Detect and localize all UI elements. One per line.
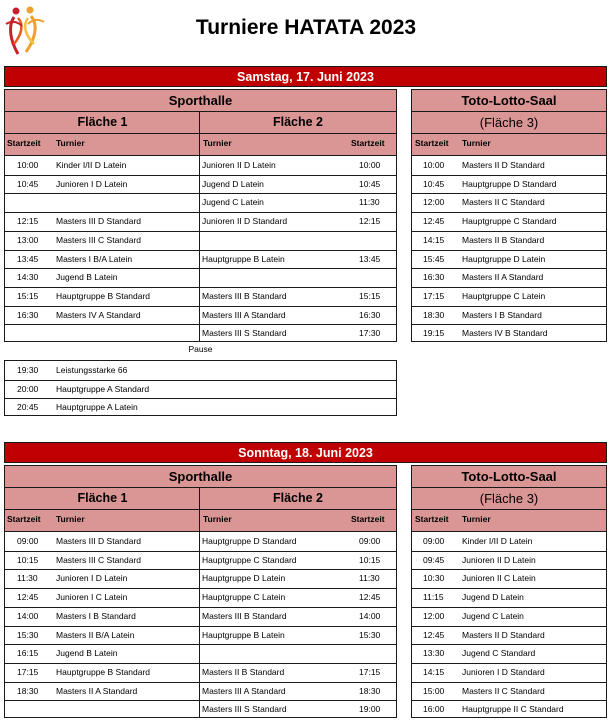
tournament-name: Jugend B Latein [56,272,118,283]
tournament-name: Hauptgruppe II C Standard [462,704,564,715]
tournament-name: Masters IV A Standard [56,309,141,320]
pause-label: Pause [188,344,213,354]
venue-sporthalle: Sporthalle [5,90,396,112]
tournament-name: Jugend C Latein [202,197,264,208]
table-row [5,700,396,719]
table-row [412,324,606,343]
table-row [5,607,396,626]
table-row [412,250,606,269]
table-row [5,156,396,175]
start-time: 12:45 [423,629,445,640]
column-header-row [412,134,606,156]
start-time: 15:15 [17,290,39,301]
start-time: 11:30 [17,573,38,584]
tournament-name: Masters III D Standard [56,536,142,546]
tournament-name: Junioren I C Latein [56,592,128,603]
tournament-name: Hauptgruppe D Latein [202,573,286,584]
table-row [412,175,606,194]
table-row [412,644,606,663]
start-time: 14:15 [423,234,445,245]
tournament-name: Junioren II D Standard [202,216,288,227]
tournament-name: Hauptgruppe D Standard [462,178,557,189]
tournament-name: Masters III D Standard [56,216,142,227]
tournament-name: Masters III A Standard [202,685,286,696]
day-banner: Samstag, 17. Juni 2023 [4,66,607,87]
day-schedule [0,442,612,721]
start-time: 13:45 [17,253,39,264]
table-row [5,626,396,645]
start-time: 12:15 [17,216,39,227]
venue-toto-lotto-saal: Toto-Lotto-Saal [412,90,606,112]
table-row [5,212,396,231]
page-title: Turniere HATATA 2023 [195,16,417,39]
tournament-name: Masters III C Standard [56,554,142,565]
table-row [5,644,396,663]
table-row [412,626,606,645]
tournament-name: Masters II D Standard [462,160,545,170]
start-time: 12:00 [423,197,445,208]
start-time: 10:00 [423,160,445,170]
col-startzeit: Startzeit [7,514,41,524]
table-row [412,588,606,607]
tournament-name: Masters III A Standard [202,309,286,320]
tournament-name: Hauptgruppe B Standard [56,290,151,301]
tournament-name: Leistungsstarke 66 [56,365,128,375]
tournament-name: Junioren I D Standard [462,666,545,677]
table-row [5,324,396,343]
start-time: 15:00 [423,685,445,696]
table-row [5,306,396,325]
floor-1-heading: Fläche 1 [5,488,200,510]
start-time: 09:00 [359,536,381,546]
start-time: 17:15 [359,666,381,677]
tournament-name: Jugend D Latein [202,178,264,189]
start-time: 16:30 [423,272,445,283]
tournament-name: Junioren II D Latein [462,554,536,565]
table-row [5,663,396,682]
col-turnier: Turnier [56,514,85,524]
col-startzeit: Startzeit [415,514,449,524]
floor-3-heading: (Fläche 3) [412,488,606,510]
floor-3-heading: (Fläche 3) [412,112,606,134]
tournament-name: Masters II A Standard [56,685,138,696]
table-row [5,193,396,212]
tournament-name: Hauptgruppe C Standard [462,216,557,227]
tournament-name: Jugend C Latein [462,610,524,621]
tournament-name: Hauptgruppe A Standard [56,383,150,394]
start-time: 16:00 [423,704,445,715]
start-time: 11:15 [423,592,444,603]
start-time: 15:45 [423,253,445,264]
table-row [412,569,606,588]
start-time: 16:15 [17,648,39,659]
start-time: 12:45 [359,592,381,603]
start-time: 16:30 [359,309,381,320]
tournament-name: Junioren I D Latein [56,573,128,584]
tournament-name: Masters III B Standard [202,290,287,301]
start-time: 11:30 [359,573,380,584]
start-time: 10:45 [423,178,445,189]
venue-sporthalle: Sporthalle [5,466,396,488]
start-time: 15:30 [17,629,39,640]
tournament-name: Masters III S Standard [202,328,287,339]
table-row [412,663,606,682]
table-row [412,306,606,325]
col-turnier: Turnier [203,138,232,148]
table-row [412,268,606,287]
table-row [5,551,396,570]
tournament-name: Junioren I D Latein [56,178,128,189]
tournament-name: Hauptgruppe B Latein [202,629,285,640]
table-row [5,250,396,269]
day-schedule [0,66,612,413]
tournament-name: Hauptgruppe C Standard [202,554,297,565]
start-time: 13:45 [359,253,381,264]
table-row [5,361,396,380]
table-row [5,682,396,701]
tournament-name: Kinder I/II D Latein [462,536,533,546]
tournament-name: Hauptgruppe C Latein [462,290,546,301]
toto-lotto-saal-table [411,465,607,718]
tournament-name: Hauptgruppe A Latein [56,402,138,413]
start-time: 14:00 [359,610,381,621]
table-row [5,380,396,399]
start-time: 10:30 [423,573,445,584]
tournament-name: Masters III C Standard [56,234,142,245]
floor-1-heading: Fläche 1 [5,112,200,134]
start-time: 15:15 [359,290,381,301]
table-row [5,569,396,588]
table-row [5,532,396,551]
start-time: 14:30 [17,272,39,283]
table-row [5,268,396,287]
day-banner: Sonntag, 18. Juni 2023 [4,442,607,463]
table-row [5,231,396,250]
table-row [5,287,396,306]
tournament-name: Kinder I/II D Latein [56,160,127,170]
toto-lotto-saal-table [411,89,607,342]
tournament-name: Jugend B Latein [56,648,118,659]
start-time: 16:30 [17,309,39,320]
tournament-name: Hauptgruppe D Standard [202,536,297,546]
start-time: 14:15 [423,666,445,677]
sporthalle-table [4,89,397,342]
tournament-name: Jugend D Latein [462,592,524,603]
column-header-row [412,510,606,532]
col-turnier: Turnier [203,514,232,524]
table-row [412,682,606,701]
start-time: 10:15 [17,554,39,565]
tournament-name: Junioren II C Latein [462,573,536,584]
col-turnier: Turnier [56,138,85,148]
start-time: 12:15 [359,216,381,227]
start-time: 10:45 [17,178,39,189]
start-time: 18:30 [359,685,381,696]
table-row [412,156,606,175]
start-time: 12:45 [17,592,39,603]
start-time: 19:15 [423,328,445,339]
tournament-name: Masters III B Standard [202,610,287,621]
start-time: 09:45 [423,554,445,565]
col-startzeit: Startzeit [351,138,385,148]
start-time: 13:00 [17,234,39,245]
table-row [412,607,606,626]
table-row [5,175,396,194]
column-header-row [5,134,396,156]
start-time: 17:15 [17,666,39,677]
start-time: 09:00 [423,536,445,546]
tournament-name: Masters I B Standard [56,610,136,621]
tournament-name: Hauptgruppe B Standard [56,666,151,677]
tournament-name: Masters II B/A Latein [56,629,135,640]
tournament-name: Masters II C Standard [462,197,545,208]
table-row [412,700,606,719]
col-startzeit: Startzeit [7,138,41,148]
table-row [412,532,606,551]
floor-2-heading: Fläche 2 [200,112,396,134]
start-time: 12:45 [423,216,445,227]
start-time: 10:45 [359,178,381,189]
start-time: 18:30 [423,309,445,320]
tournament-name: Masters II A Standard [462,272,544,283]
table-row [412,551,606,570]
start-time: 12:00 [423,610,445,621]
floor-2-heading: Fläche 2 [200,488,396,510]
tournament-name: Hauptgruppe C Latein [202,592,286,603]
tournament-name: Hauptgruppe D Latein [462,253,546,264]
start-time: 09:00 [17,536,39,546]
start-time: 15:30 [359,629,381,640]
tournament-name: Masters II C Standard [462,685,545,696]
col-turnier: Turnier [462,514,491,524]
start-time: 17:15 [423,290,445,301]
tournament-name: Masters II D Standard [462,629,545,640]
tournament-name: Masters I B Standard [462,309,542,320]
table-row [5,398,396,417]
tournament-name: Hauptgruppe B Latein [202,253,285,264]
tournament-name: Jugend C Standard [462,648,536,659]
start-time: 13:30 [423,648,445,659]
tournament-name: Masters II B Standard [462,234,545,245]
start-time: 19:00 [359,704,381,715]
tournament-name: Masters IV B Standard [462,328,548,339]
start-time: 14:00 [17,610,39,621]
table-row [412,212,606,231]
venue-toto-lotto-saal: Toto-Lotto-Saal [412,466,606,488]
tournament-name: Junioren II D Latein [202,160,276,170]
evening-table [4,360,397,416]
tournament-name: Masters III S Standard [202,704,287,715]
start-time: 19:30 [17,365,39,375]
start-time: 10:00 [17,160,39,170]
table-row [412,231,606,250]
start-time: 17:30 [359,328,381,339]
start-time: 10:00 [359,160,381,170]
tournament-name: Masters II B Standard [202,666,285,677]
start-time: 11:30 [359,197,380,208]
start-time: 18:30 [17,685,39,696]
col-startzeit: Startzeit [415,138,449,148]
start-time: 20:45 [17,402,39,413]
start-time: 10:15 [359,554,381,565]
start-time: 20:00 [17,383,39,394]
col-turnier: Turnier [462,138,491,148]
column-header-row [5,510,396,532]
table-row [412,287,606,306]
col-startzeit: Startzeit [351,514,385,524]
sporthalle-table [4,465,397,718]
table-row [5,588,396,607]
tournament-name: Masters I B/A Latein [56,253,133,264]
table-row [412,193,606,212]
